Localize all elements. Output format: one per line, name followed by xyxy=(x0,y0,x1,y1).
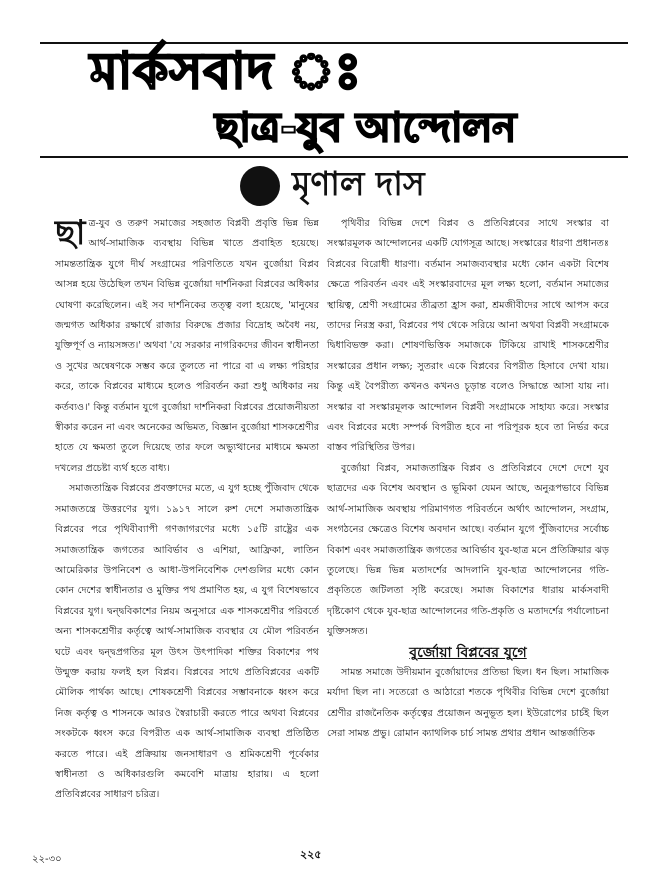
author-name: মৃণাল দাস xyxy=(292,164,425,203)
title-line-2: ছাত্র-যুব আন্দোলন xyxy=(215,105,517,151)
page-number: ২২৫ xyxy=(300,848,322,861)
drop-cap: ছা xyxy=(55,213,86,253)
paragraph xyxy=(55,214,319,479)
footer-code: ২২-৩০ xyxy=(32,854,62,865)
right-column xyxy=(327,214,609,824)
paragraph: সমাজতান্ত্রিক বিপ্লবের প্রবক্তাদের মতে, এ যুগ হচ্ছে পুঁজিবাদ থেকে সমাজতন্ত্রে উত্তরণের যুগ। ১৯১৭ সালে রুশ দেশে সমাজতান্ত্রিক বিপ্লবের পরে পৃথিবীব্যাপী গণজাগরণের মধ্যে ১৫টি রাষ্ট্রের এক সমাজতান্ত্রিক জগতের আবির্ভাব ও এশিয়া, আফ্রিকা, লাতিন আমেরিকার উপনিবেশ ও আধা-উপনিবেশিক দেশগুলির মধ্যে কোন কোন দেশের স্বাধীনতার ও মুক্তির পথ প্রমাণিত হয়, এ যুগ বিশেষভাবে বিপ্লবের যুগ। দ্বন্দ্ববিকাশের নিয়ম অনুসারে এক শাসকশ্রেণীর পরিবর্তে অন্য শাসকশ্রেণীর কর্তৃত্বে আর্থ-সামাজিক ব্যবস্থার যে মৌল পরিবর্তন ঘটে এবং দ্বন্দ্বপ্রগতির মূল উৎস উৎপাদিকা শক্তির বিকাশের পথ উন্মুক্ত করায় ফলই হল বিপ্লব। বিপ্লবের সাথে প্রতিবিপ্লবের একটি মৌলিক পার্থক্য আছে। শোষকশ্রেণী বিপ্লবের সম্ভাবনাকে ধ্বংস করে নিজ কর্তৃত্ব ও শাসনকে আরও স্বৈরাচারী করতে পারে অথবা বিপ্লবের সংকটকে ধ্বংস করে বিপরীত এক আর্থ-সামাজিক ব্যবস্থা প্রতিষ্ঠিত করতে পারে। এই প্রক্রিয়ায় জনসাধারণ ও শ্রমিকশ্রেণী পূর্বেকার স্বাধীনতা ও অধিকারগুলি কমবেশি মাত্রায় হারায়। এ হলো প্রতিবিপ্লবের সাধারণ চরিত্র। xyxy=(55,483,319,801)
left-column xyxy=(55,213,319,801)
title-line-1: মার্কসবাদ ঃ xyxy=(90,42,363,100)
section-heading: বুর্জোয়া বিপ্লবের যুগে xyxy=(409,644,527,661)
author-block xyxy=(240,162,425,210)
paragraph-text: ত্র-যুব ও তরুণ সমাজের সহজাত বিপ্লবী প্রবৃত্তি ভিন্ন ভিন্ন আর্থ-সামাজিক ব্যবস্থায় বিভিন্ন খাতে প্রবাহিত হয়েছে। সামন্ততান্ত্রিক যুগে দীর্ঘ সংগ্রামের পরিণতিতে যখন বুর্জোয়া বিপ্লব আসন্ন হয়ে উঠেছিল তখন বিভিন্ন বুর্জোয়া দার্শনিকরা বিপ্লবের অধিকার ঘোষণা করেছিলেন। এই সব দার্শনিকের তত্ত্ব বলা হয়েছে, 'মানুষের জন্মগত অধিকার রক্ষার্থে রাজার বিরুদ্ধে প্রজার বিদ্রোহ অবৈধ নয়, যুক্তিপূর্ণ ও ন্যায়সঙ্গত।' অথবা 'যে সরকার নাগরিকদের জীবন স্বাধীনতা ও সুখের অন্বেষণকে সম্ভব করে তুলতে না পারে বা এ লক্ষ্য পরিহার করে, তাকে বিপ্লবের মাধ্যমে হলেও পরিবর্তন করা শুধু অধিকার নয় কর্তব্যও।' কিন্তু বর্তমান যুগে বুর্জোয়া দার্শনিকরা বিপ্লবের প্রয়োজনীয়তা স্বীকার করেন না এবং অনেকের অভিমত, বিজ্ঞান বুর্জোয়া শাসকশ্রেণীর হাতে যে ক্ষমতা তুলে দিয়েছে তার ফলে অভ্যুত্থানের মাধ্যমে ক্ষমতা দখলের প্রচেষ্টা ব্যর্থ হতে বাধ্য। xyxy=(55,218,319,474)
bullet-icon xyxy=(240,166,280,206)
paragraph: বুর্জোয়া বিপ্লব, সমাজতান্ত্রিক বিপ্লব ও প্রতিবিপ্লবে দেশে দেশে যুব ছাত্রদের এক বিশেষ অবস্থান ও ভূমিকা যেমন আছে, অনুরূপভাবে বিভিন্ন আর্থ-সামাজিক অবস্থায় পরিমাণগত পরিবর্তনে অর্থাৎ আন্দোলন, সংগ্রাম, সংগঠনের ক্ষেত্রেও বিশেষ অবদান আছে। বর্তমান যুগে পুঁজিবাদের সর্বোচ্চ বিকাশ এবং সমাজতান্ত্রিক জগতের আবির্ভাব যুব-ছাত্র মনে প্রতিক্রিয়ার ঝড় তুলেছে। ভিন্ন ভিন্ন মতাদর্শের আদলানি যুব-ছাত্র আন্দোলনের গতি-প্রকৃতিতে জটিলতা সৃষ্টি করেছে। সমাজ বিকাশের ধারায় মার্কসবাদী দৃষ্টিকোণ থেকে যুব-ছাত্র আন্দোলনের গতি-প্রকৃতি ও মতাদর্শের পর্যালোচনা যুক্তিসঙ্গত। xyxy=(327,462,609,638)
paragraph: সামন্ত সমাজে উদীয়মান বুর্জোয়াদের প্রতিভা ছিল। ধন ছিল। সামাজিক মর্যাদা ছিল না। সতেরো ও আঠারো শতকে পৃথিবীর বিভিন্ন দেশে বুর্জোয়া শ্রেণীর রাজনৈতিক কর্তৃত্বের প্রয়োজন অনুভূত হল। ইউরোপের চার্চই ছিল সেরা সামন্ত প্রভু। রোমান ক্যাথলিক চার্চ সামন্ত প্রথার প্রধান আন্তর্জাতিক xyxy=(327,666,609,740)
paragraph: পৃথিবীর বিভিন্ন দেশে বিপ্লব ও প্রতিবিপ্লবের সাথে সংস্কার বা সংস্কারমূলক আন্দোলনের একটি যোগসূত্র আছে। সংস্কারের ধারণা প্রধানতঃ বিপ্লবের বিরোধী ধারণা। বর্তমান সমাজব্যবস্থার মধ্যে কোন একটা বিশেষ ক্ষেত্রে পরিবর্তন এবং এই সংস্কারবাদের মূল লক্ষ্য হলো, বর্তমান সমাজের স্থায়িত্ব, শ্রেণী সংগ্রামের তীব্রতা হ্রাস করা, শ্রমজীবীদের সাথে আপস করে তাদের নিরস্ত্র করা, বিপ্লবের পথ থেকে সরিয়ে আনা অথবা বিপ্লবী সংগ্রামকে দ্বিধাবিভক্ত করা। শোষণভিত্তিক সমাজকে টিকিয়ে রাখাই শাসকশ্রেণীর সংস্কারের প্রধান লক্ষ্য; সুতরাং একে বিপ্লবের বিপরীত হিসাবে দেখা যায়। কিন্তু এই বৈপরীত্য কখনও কখনও চূড়ান্ত বলেও সিদ্ধান্তে আসা যায় না। সংস্কার বা সংস্কারমূলক আন্দোলন বিপ্লবী সংগ্রামকে সাহায্য করে। সংস্কার এবং বিপ্লবের মধ্যে সম্পর্ক বিপরীত হবে না পরিপূরক হবে তা নির্ভর করে বাস্তব পরিস্থিতির উপর। xyxy=(327,218,609,454)
